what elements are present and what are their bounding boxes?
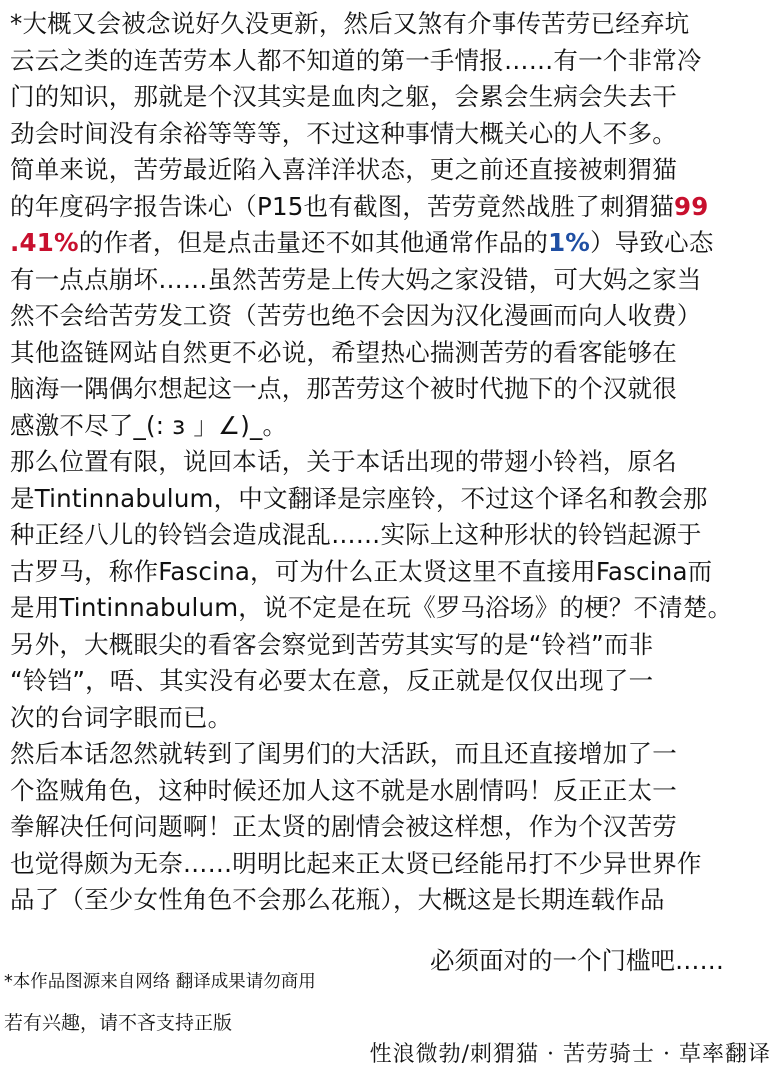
support-notice: 若有兴趣，请不吝支持正版 xyxy=(4,1012,233,1034)
text-line: 云云之类的连苦劳本人都不知道的第一手情报……有一个非常冷 xyxy=(10,45,702,75)
text-line: 拳解决任何问题啊！正太贤的剧情会被这样想，作为个汉苦劳 xyxy=(10,812,677,841)
text-line: 脑海一隅偶尔想起这一点，那苦劳这个被时代抛下的个汉就很 xyxy=(10,374,677,403)
text-line: “铃铛”，唔、其实没有必要太在意，反正就是仅仅出现了一 xyxy=(10,666,654,695)
text-line: 也觉得颇为无奈……明明比起来正太贤已经能吊打不少异世界作 xyxy=(10,848,702,878)
highlight-number-blue: 1% xyxy=(548,228,591,257)
text-line: 简单来说，苦劳最近陷入喜洋洋状态，更之前还直接被刺猬猫 xyxy=(10,155,677,184)
article-body xyxy=(10,6,775,919)
text-line: 是用Tintinnabulum，说不定是在玩《罗马浴场》的梗？不清楚。 xyxy=(10,593,733,622)
text-line: 感激不尽了_(: з 」∠)_。 xyxy=(10,410,288,440)
text-line: 有一点点崩坏……虽然苦劳是上传大妈之家没错，可大妈之家当 xyxy=(10,264,702,294)
text-line: 品了（至少女性角色不会那么花瓶），大概这是长期连载作品 xyxy=(10,885,665,914)
text-line: 次的台词字眼而已。 xyxy=(10,702,233,732)
text-line: 劲会时间没有余裕等等等，不过这种事情大概关心的人不多。 xyxy=(10,118,677,148)
text-line: 古罗马，称作Fascina，可为什么正太贤这里不直接用Fascina而 xyxy=(10,556,713,586)
text-line: 门的知识，那就是个汉其实是血肉之躯，会累会生病会失去干 xyxy=(10,82,677,111)
article-tail-line: 必须面对的一个门槛吧…… xyxy=(430,946,724,975)
translator-credits: 性浪微勃/刺猬猫 · 苦劳骑士 · 草率翻译 xyxy=(369,1042,771,1067)
text-line: 然后本话忽然就转到了闺男们的大活跃，而且还直接增加了一 xyxy=(10,739,677,768)
text-line: 然不会给苦劳发工资（苦劳也绝不会因为汉化漫画而向人收费） xyxy=(10,301,702,330)
text-line: 种正经八儿的铃铛会造成混乱……实际上这种形状的铃铛起源于 xyxy=(10,520,702,549)
text-line: *大概又会被念说好久没更新，然后又煞有介事传苦劳已经弃坑 xyxy=(10,9,690,38)
text-segment: 的年度码字报告诛心（P15也有截图，苦劳竟然战胜了刺猬猫 xyxy=(10,191,675,221)
copyright-notice: *本作品图源来自网络 翻译成果请勿商用 xyxy=(4,972,316,992)
text-line: 是Tintinnabulum，中文翻译是宗座铃，不过这个译名和教会那 xyxy=(10,483,708,513)
text-segment: ）导致心态 xyxy=(590,228,714,257)
text-line: 另外，大概眼尖的看客会察觉到苦劳其实写的是“铃裆”而非 xyxy=(10,629,654,659)
highlight-number-red: .41% xyxy=(10,228,79,257)
text-line: 其他盗链网站自然更不必说，希望热心揣测苦劳的看客能够在 xyxy=(10,337,677,367)
text-line: 那么位置有限，说回本话，关于本话出现的带翅小铃裆，原名 xyxy=(10,447,677,476)
text-line xyxy=(10,225,775,262)
highlight-number-red: 99 xyxy=(674,191,709,221)
text-line xyxy=(10,189,775,226)
text-segment: 的作者，但是点击量还不如其他通常作品的 xyxy=(78,228,549,257)
text-line: 个盗贼角色，这种时候还加人这不就是水剧情吗！反正正太一 xyxy=(10,775,677,805)
